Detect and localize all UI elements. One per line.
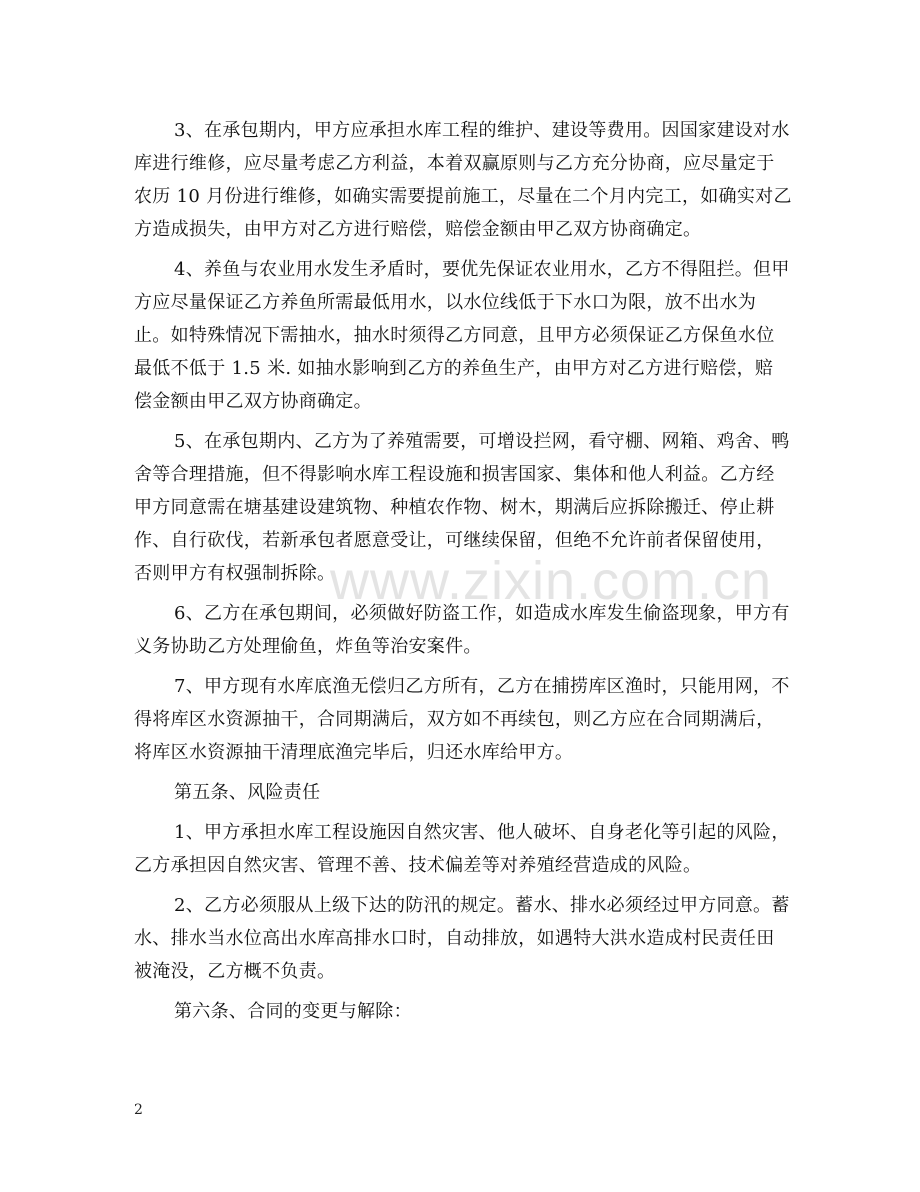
- text-line: 方应尽量保证乙方养鱼所需最低用水，以水位线低于下水口为限，放不出水为: [134, 292, 757, 313]
- text-line: 2、乙方必须服从上级下达的防汛的规定。蓄水、排水必须经过甲方同意。蓄: [174, 895, 790, 916]
- text-line: 将库区水资源抽干清理底渔完毕后，归还水库给甲方。: [134, 742, 574, 763]
- text-line: 最低不低于 1.5 米. 如抽水影响到乙方的养鱼生产，由甲方对乙方进行赔偿，赔: [134, 358, 774, 379]
- text-line: 3、在承包期内，甲方应承担水库工程的维护、建设等费用。因国家建设对水: [174, 120, 790, 141]
- text-line: 舍等合理措施，但不得影响水库工程设施和损害国家、集体和他人利益。乙方经: [134, 464, 775, 485]
- text-line: 5、在承包期内、乙方为了养殖需要，可增设拦网，看守棚、网箱、鸡舍、鸭: [174, 431, 790, 452]
- watermark: www.zixin.com.cn: [330, 551, 773, 611]
- text-line: 农历 10 月份进行维修，如确实需要提前施工，尽量在二个月内完工，如确实对乙: [134, 186, 792, 207]
- page-number: 2: [134, 1102, 143, 1118]
- document-body: [134, 114, 792, 1028]
- text-line: 7、甲方现有水库底渔无偿归乙方所有，乙方在捕捞库区渔时，只能用网，不: [174, 676, 790, 697]
- section-heading: 第六条、合同的变更与解除：: [174, 1001, 412, 1022]
- text-line: 水、排水当水位高出水库高排水口时，自动排放，如遇特大洪水造成村民责任田: [134, 928, 775, 949]
- text-line: 甲方同意需在塘基建设建筑物、种植农作物、树木，期满后应拆除搬迁、停止耕: [134, 497, 775, 518]
- text-line: 库进行维修，应尽量考虑乙方利益，本着双赢原则与乙方充分协商，应尽量定于: [134, 153, 775, 174]
- text-line: 偿金额由甲乙双方协商确定。: [134, 391, 372, 412]
- text-line: 4、养鱼与农业用水发生矛盾时，要优先保证农业用水，乙方不得阻拦。但甲: [174, 259, 790, 280]
- text-line: 否则甲方有权强制拆除。: [134, 563, 336, 584]
- text-line: 方造成损失，由甲方对乙方进行赔偿，赔偿金额由甲乙双方协商确定。: [134, 219, 702, 240]
- text-line: 乙方承担因自然灾害、管理不善、技术偏差等对养殖经营造成的风险。: [134, 855, 702, 876]
- text-line: 止。如特殊情况下需抽水，抽水时须得乙方同意，且甲方必须保证乙方保鱼水位: [134, 325, 775, 346]
- text-line: 义务协助乙方处理偷鱼，炸鱼等治安案件。: [134, 636, 482, 657]
- text-line: 6、乙方在承包期间，必须做好防盗工作，如造成水库发生偷盗现象，甲方有: [174, 603, 790, 624]
- text-line: 作、自行砍伐，若新承包者愿意受让，可继续保留，但绝不允许前者保留使用，: [134, 530, 775, 551]
- text-line: 被淹没，乙方概不负责。: [134, 961, 336, 982]
- section-heading: 第五条、风险责任: [174, 782, 321, 803]
- text-line: 1、甲方承担水库工程设施因自然灾害、他人破坏、自身老化等引起的风险，: [174, 822, 790, 843]
- text-line: 得将库区水资源抽干，合同期满后，双方如不再续包，则乙方应在合同期满后，: [134, 709, 775, 730]
